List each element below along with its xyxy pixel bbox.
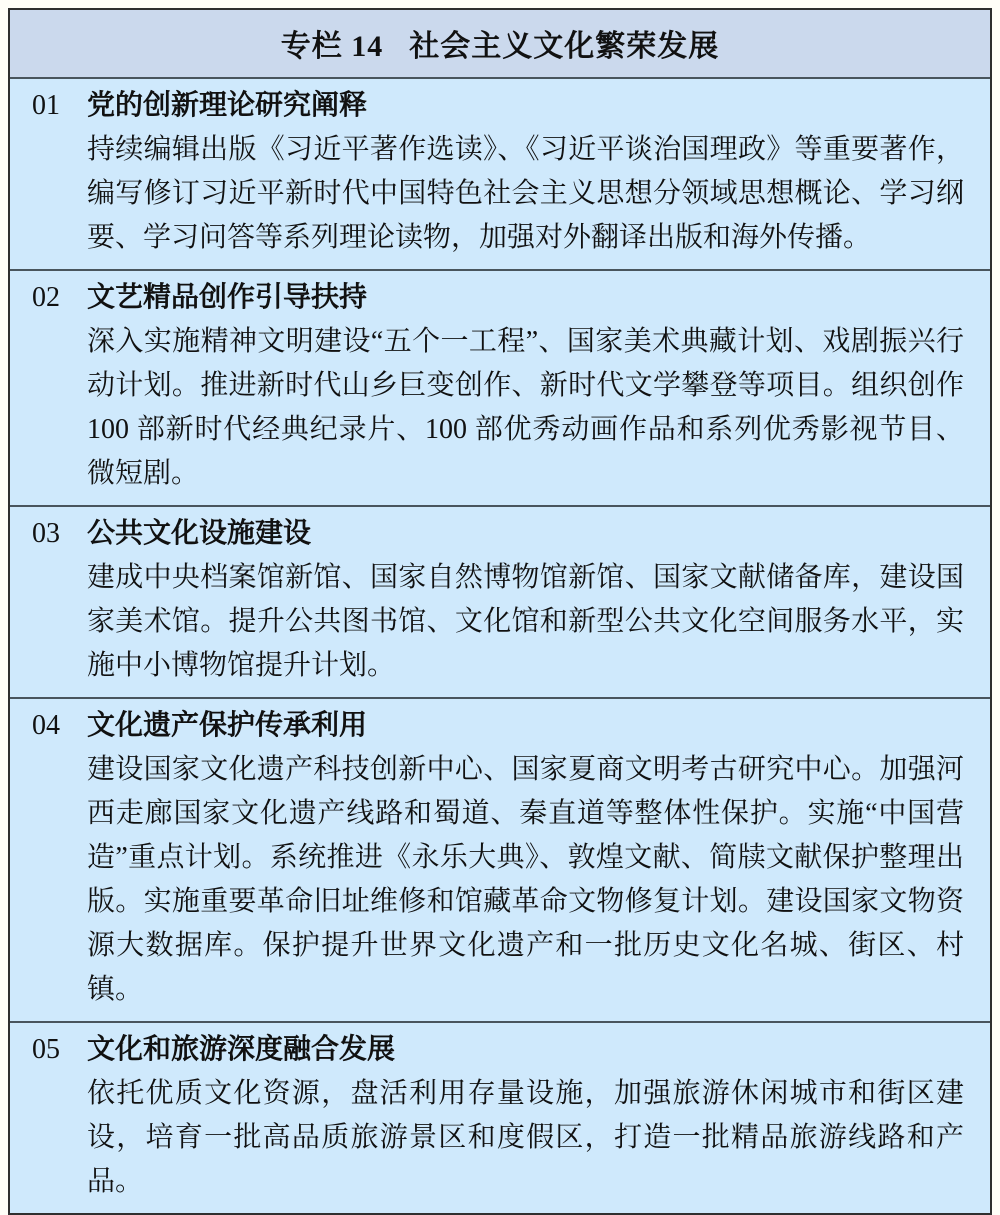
section-number: 03 — [32, 518, 60, 549]
section-head — [32, 84, 964, 128]
section-number: 05 — [32, 1034, 60, 1065]
section-title: 文化遗产保护传承利用 — [87, 710, 368, 741]
panel-header — [10, 10, 990, 77]
section-title: 文艺精品创作引导扶持 — [87, 282, 368, 313]
section-row — [10, 505, 990, 697]
section-number: 04 — [32, 710, 60, 741]
panel-title-label: 专栏 14 — [280, 30, 384, 63]
section-head — [32, 1028, 964, 1072]
section-title: 党的创新理论研究阐释 — [87, 90, 368, 121]
panel — [8, 8, 992, 1215]
section-row — [10, 77, 990, 269]
section-body: 深入实施精神文明建设“五个一工程”、国家美术典藏计划、戏剧振兴行动计划。推进新时代山乡巨变创作、新时代文学攀登等项目。组织创作 100 部新时代经典纪录片、100 部优秀动画作品和系列优秀影视节目、微短剧。 — [87, 326, 964, 489]
section-number: 01 — [32, 90, 60, 121]
section-body: 持续编辑出版《习近平著作选读》、《习近平谈治国理政》等重要著作，编写修订习近平新时代中国特色社会主义思想分领域思想概论、学习纲要、学习问答等系列理论读物，加强对外翻译出版和海外传播。 — [87, 134, 964, 253]
section-head — [32, 276, 964, 320]
section-row — [10, 697, 990, 1021]
section-head — [32, 704, 964, 748]
section-body: 建设国家文化遗产科技创新中心、国家夏商文明考古研究中心。加强河西走廊国家文化遗产线路和蜀道、秦直道等整体性保护。实施“中国营造”重点计划。系统推进《永乐大典》、敦煌文献、简牍文献保护整理出版。实施重要革命旧址维修和馆藏革命文物修复计划。建设国家文物资源大数据库。保护提升世界文化遗产和一批历史文化名城、街区、村镇。 — [87, 754, 964, 1005]
section-body: 建成中央档案馆新馆、国家自然博物馆新馆、国家文献储备库，建设国家美术馆。提升公共图书馆、文化馆和新型公共文化空间服务水平，实施中小博物馆提升计划。 — [87, 562, 964, 681]
section-title: 公共文化设施建设 — [87, 518, 312, 549]
section-row — [10, 1021, 990, 1213]
panel-title — [281, 30, 720, 63]
section-head — [32, 512, 964, 556]
panel-title-text: 社会主义文化繁荣发展 — [409, 30, 720, 63]
section-title: 文化和旅游深度融合发展 — [87, 1034, 396, 1065]
section-row — [10, 269, 990, 505]
section-body: 依托优质文化资源，盘活利用存量设施，加强旅游休闲城市和街区建设，培育一批高品质旅游景区和度假区，打造一批精品旅游线路和产品。 — [87, 1078, 964, 1197]
section-number: 02 — [32, 282, 60, 313]
